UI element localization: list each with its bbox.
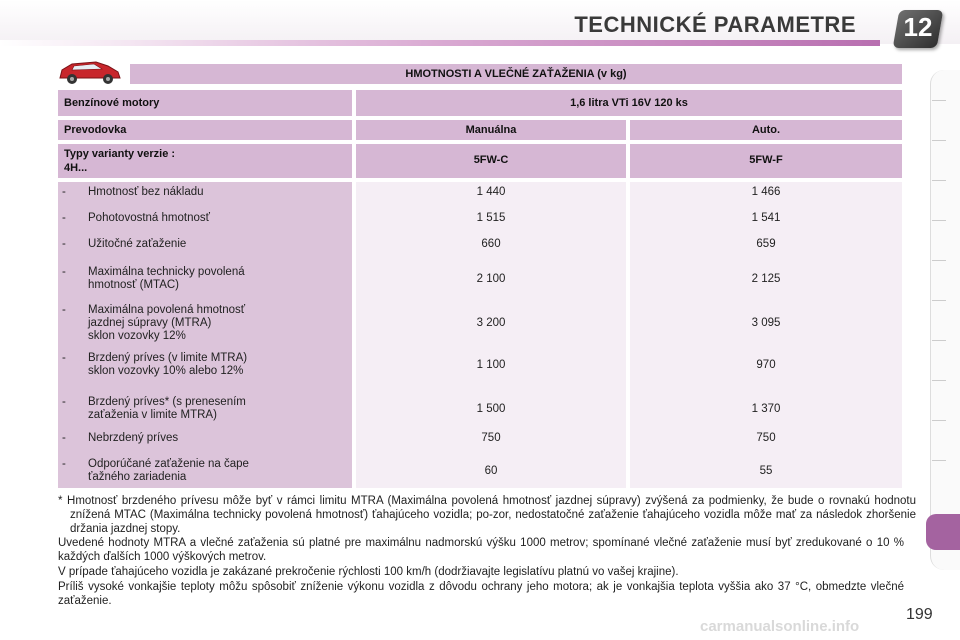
row-value-auto: 750 xyxy=(756,432,776,444)
watermark: carmanualsonline.info xyxy=(700,618,860,635)
row-value-manual: 60 xyxy=(484,464,498,477)
row-value-manual: 750 xyxy=(481,432,501,444)
row-value-auto: 3 095 xyxy=(751,317,781,329)
side-tab-divider xyxy=(932,140,946,141)
note-altitude: Uvedené hodnoty MTRA a vlečné zaťaženia sú platné pre maximálnu nadmorskú výšku 1000 metrov; spomínané vlečné zaťaženie musí byť zredukované o 10 % každých ďalších 1000 výškových metrov. xyxy=(58,537,904,563)
row-dash: - xyxy=(62,238,66,250)
engine-label: Benzínové motory xyxy=(58,90,352,116)
car-icon xyxy=(56,58,124,86)
side-tab-divider xyxy=(932,460,946,461)
row-label: Pohotovostná hmotnosť xyxy=(88,212,210,224)
variant-label-line1: Typy varianty verzie : xyxy=(64,148,176,160)
variant-manual: 5FW-C xyxy=(356,144,626,178)
note-temperature: Príliš vysoké vonkajšie teploty môžu spôsobiť zníženie výkonu vozidla z dôvodu ochrany jeho motora; ak je vonkajšia teplota vyššia ako 37 °C, obmedzte vlečné zaťaženie. xyxy=(58,581,904,607)
row-dash: - xyxy=(62,186,66,198)
side-tab-active[interactable] xyxy=(926,514,960,550)
chapter-number: 12 xyxy=(903,12,933,42)
table-title: HMOTNOSTI A VLEČNÉ ZAŤAŽENIA (v kg) xyxy=(130,64,902,84)
row-label: Nebrzdený príves xyxy=(88,432,179,444)
variant-label xyxy=(58,144,352,178)
row-value-auto: 2 125 xyxy=(751,272,781,285)
row-label: Maximálna povolená hmotnosť jazdnej súpravy (MTRA) sklon vozovky 12% xyxy=(88,304,246,342)
row-label: Brzdený príves (v limite MTRA) sklon vozovky 10% alebo 12% xyxy=(88,352,248,377)
gearbox-label: Prevodovka xyxy=(58,120,352,140)
variant-label-line2: 4H... xyxy=(64,162,88,174)
row-value-auto: 970 xyxy=(756,358,776,371)
side-tab-divider xyxy=(932,300,946,301)
row-value-manual: 1 100 xyxy=(476,358,506,371)
row-value-manual: 1 500 xyxy=(476,402,506,415)
side-tab-divider xyxy=(932,340,946,341)
row-dash: - xyxy=(62,266,66,278)
variant-auto: 5FW-F xyxy=(630,144,902,178)
side-tab-divider xyxy=(932,420,946,421)
row-value-manual: 1 440 xyxy=(476,186,506,198)
side-tab-divider xyxy=(932,220,946,221)
row-dash: - xyxy=(62,352,66,364)
note-speed: V prípade ťahajúceho vozidla je zakázané prekročenie rýchlosti 100 km/h (dodržiavajte legislatívu platnú vo vašej krajine). xyxy=(58,566,679,578)
row-value-manual: 3 200 xyxy=(476,317,506,329)
row-label: Hmotnosť bez nákladu xyxy=(88,186,204,198)
row-dash: - xyxy=(62,432,66,444)
page-title: TECHNICKÉ PARAMETRE xyxy=(574,12,856,37)
row-value-auto: 1 370 xyxy=(751,402,781,415)
row-value-manual: 660 xyxy=(481,238,501,250)
row-label: Brzdený príves* (s prenesením zaťaženia v limite MTRA) xyxy=(88,396,246,421)
side-tab-strip xyxy=(930,70,960,570)
row-value-auto: 1 466 xyxy=(751,186,781,198)
gearbox-auto: Auto. xyxy=(630,120,902,140)
footnote: * Hmotnosť brzdeného prívesu môže byť v rámci limitu MTRA (Maximálna povolená hmotnosť jazdnej súpravy) zvýšená za podmienky, že bude o rovnakú hodnotu znížená MTAC (Maximálna technicky povolená hmotnosť) ťahajúceho vozidla; po-zor, nedostatočné zaťaženie ťahajúceho vozidla môže mať za následok zhoršenie držania jazdnej stopy. xyxy=(58,495,916,535)
row-dash: - xyxy=(62,458,66,470)
row-value-auto: 55 xyxy=(759,464,773,477)
side-tab-divider xyxy=(932,180,946,181)
engine-value: 1,6 litra VTi 16V 120 ks xyxy=(356,90,902,116)
gearbox-manual: Manuálna xyxy=(356,120,626,140)
side-tab-divider xyxy=(932,380,946,381)
row-label: Užitočné zaťaženie xyxy=(88,238,187,250)
row-label: Odporúčané zaťaženie na čape ťažného zariadenia xyxy=(88,458,249,483)
row-dash: - xyxy=(62,212,66,224)
row-value-manual: 1 515 xyxy=(476,212,506,224)
row-value-manual: 2 100 xyxy=(476,272,506,285)
page-number: 199 xyxy=(906,606,933,623)
row-dash: - xyxy=(62,396,66,408)
row-dash: - xyxy=(62,304,66,316)
side-tab-divider xyxy=(932,100,946,101)
row-value-auto: 1 541 xyxy=(751,212,781,224)
header-stripe xyxy=(0,40,880,46)
row-label: Maximálna technicky povolená hmotnosť (MTAC) xyxy=(88,266,245,291)
side-tab-divider xyxy=(932,260,946,261)
row-value-auto: 659 xyxy=(756,238,776,250)
